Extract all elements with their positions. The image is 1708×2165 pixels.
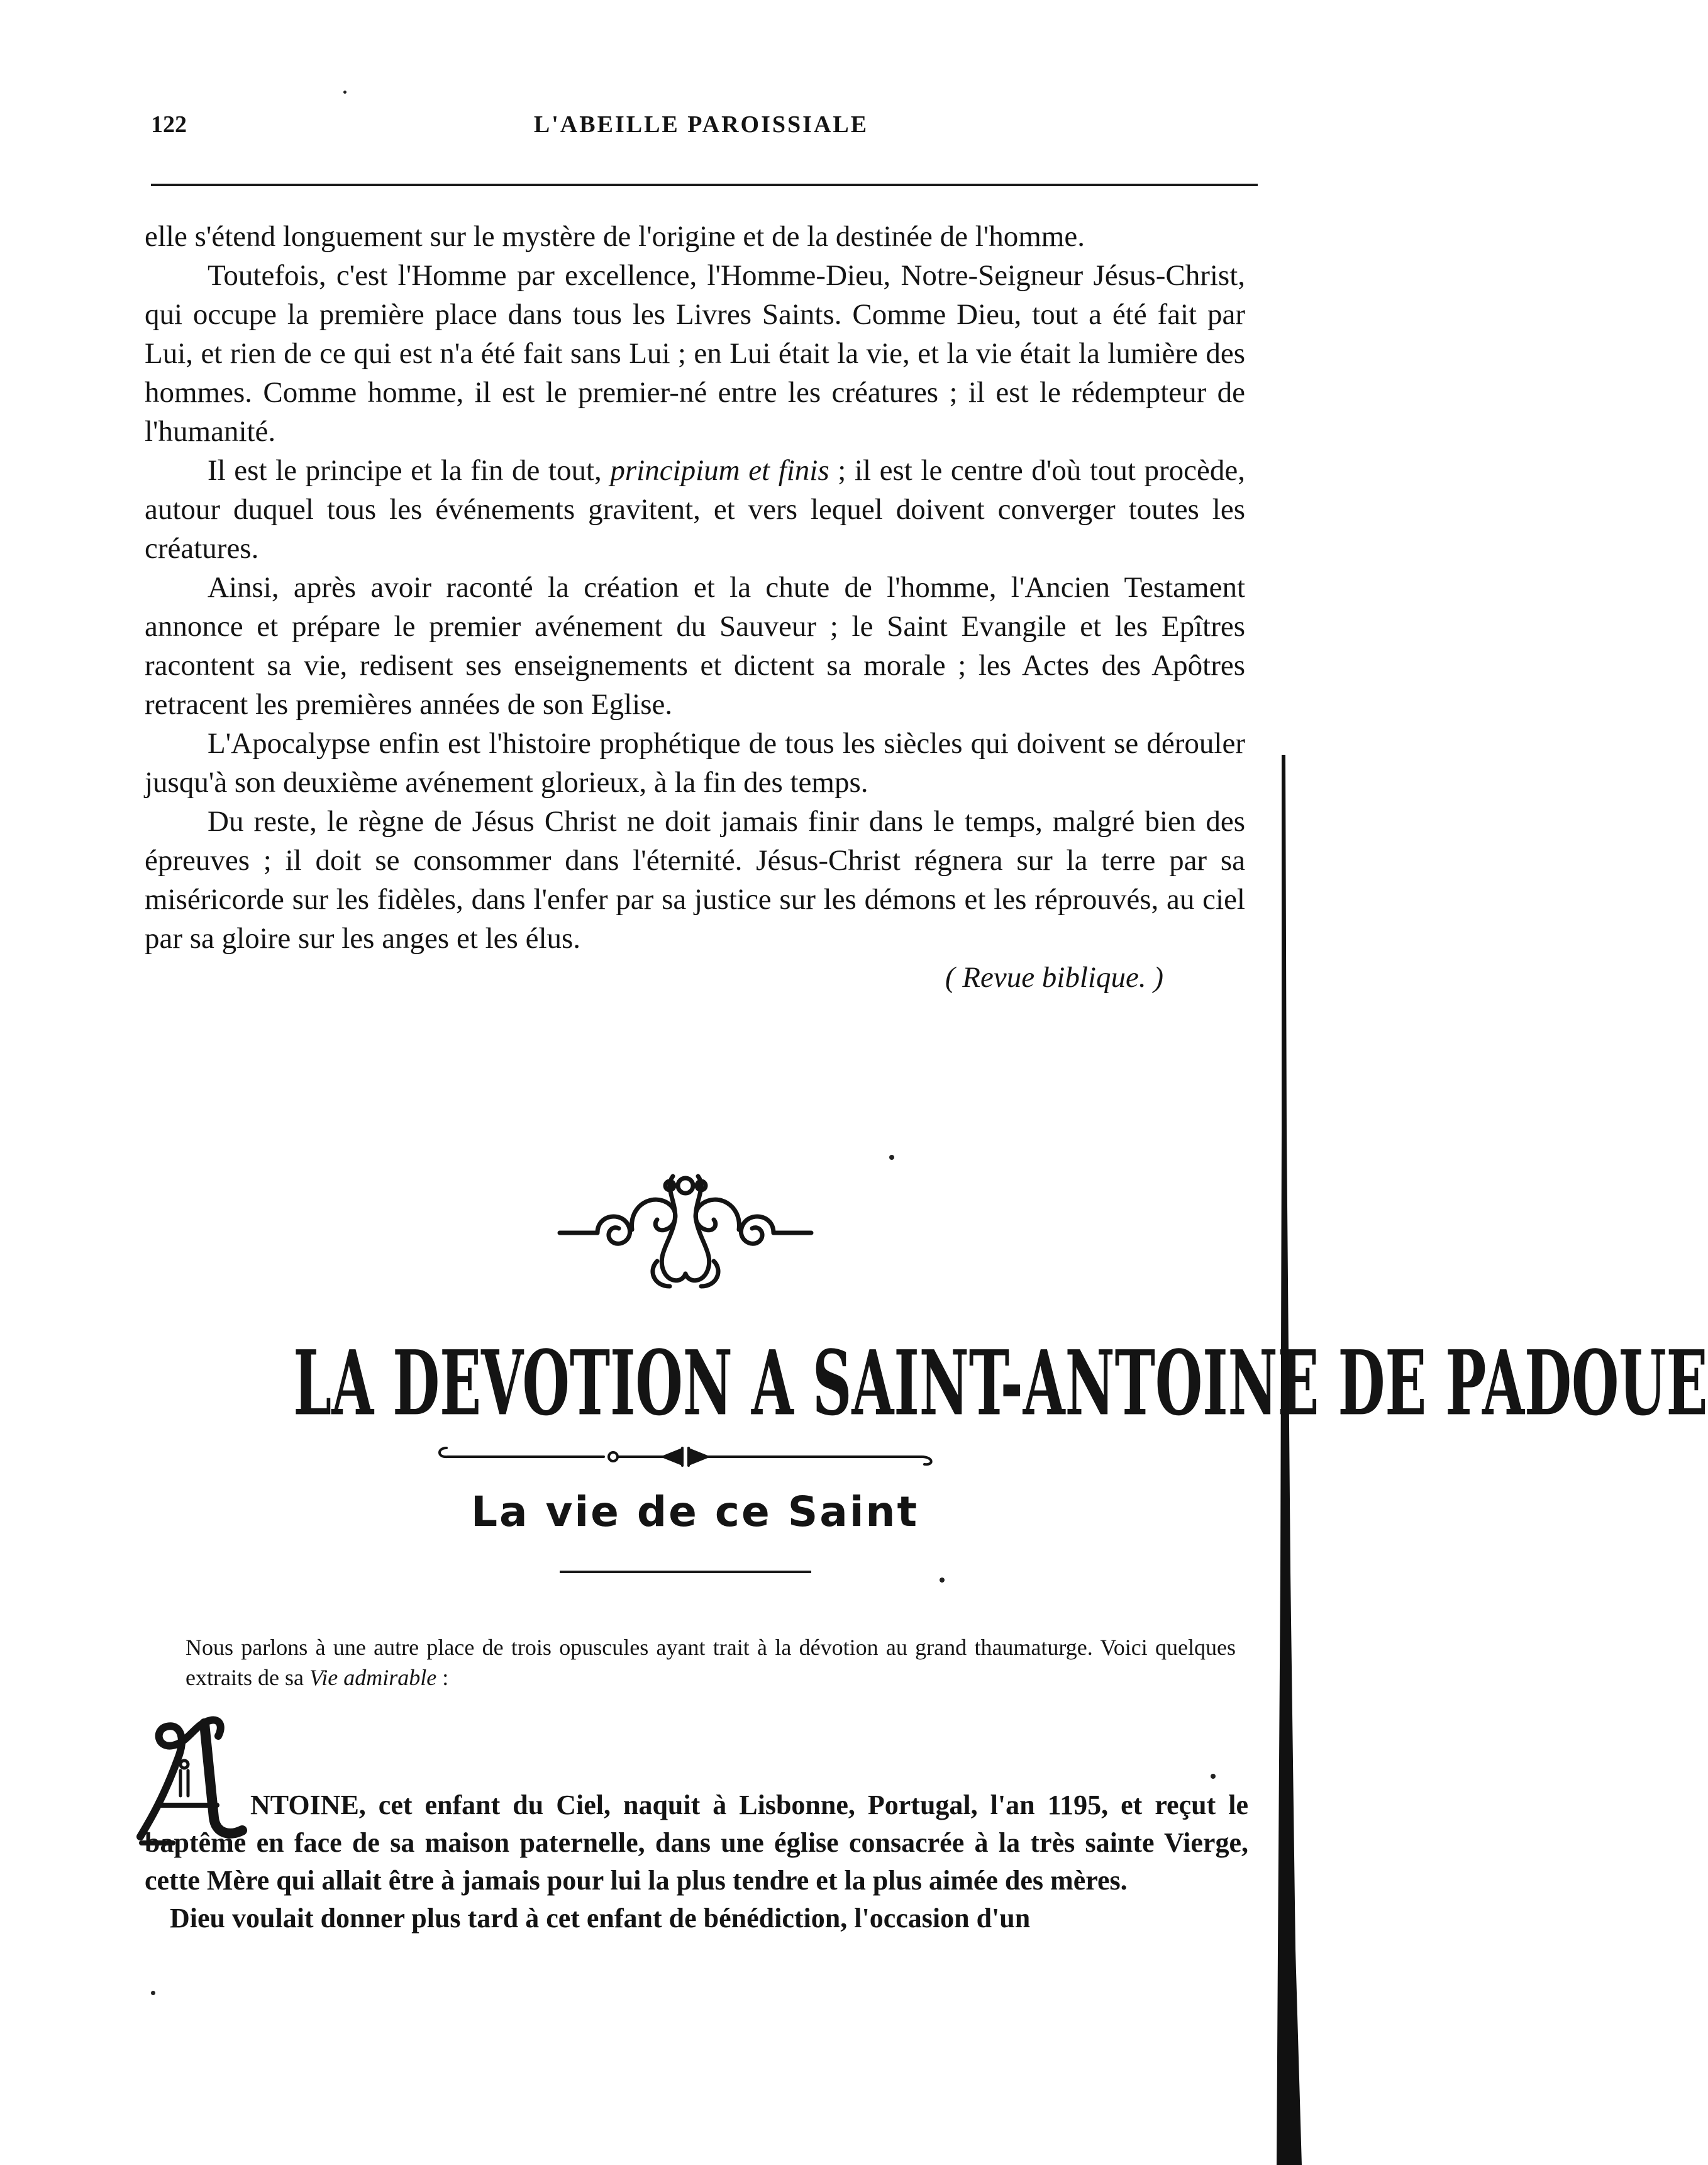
intro-paragraph [186, 1632, 1236, 1693]
speck [151, 1991, 155, 1995]
paragraph-text: cet enfant du Ciel, naquit à Lisbonne, Portugal, l'an 1195, et reçut le baptême en face de sa maison paternelle, dans une église consacrée à la très sainte Vierge, cette Mère qui allait être à jamais pour lui la plus tendre et la plus aimée des mères. [145, 1789, 1248, 1896]
article-text [145, 1786, 1248, 1937]
fleuron-ornament [553, 1167, 818, 1299]
article-title: LA DEVOTION A SAINT-ANTOINE DE PADOUE [293, 1331, 1708, 1436]
paragraph: Dieu voulait donner plus tard à cet enfant de bénédiction, l'occasion d'un [170, 1903, 1031, 1934]
paragraph: Du reste, le règne de Jésus Christ ne doit jamais finir dans le temps, malgré bien des épreuves ; il doit se consommer dans l'éternité. Jésus-Christ régnera sur la terre par sa miséricorde sur les fidèles, dans l'enfer par sa justice sur les démons et les réprouvés, au ciel par sa gloire sur les anges et les élus. [145, 805, 1245, 955]
intro-book-title: Vie admirable [309, 1665, 437, 1690]
paragraph: Ainsi, après avoir raconté la création et la chute de l'homme, l'Ancien Testament annonce et prépare le premier avénement du Sauveur ; le Saint Evangile et les Epîtres racontent sa vie, redisent ses enseignements et dictent sa morale ; les Actes des Apôtres retracent les premières années de son Eglise. [145, 571, 1245, 721]
paragraph-text: Il est le principe et la fin de tout, [208, 454, 611, 487]
swash-rule [434, 1440, 937, 1466]
page-header [151, 111, 1251, 148]
first-word: NTOINE, [250, 1789, 366, 1820]
page-number: 122 [151, 111, 187, 138]
intro-text-end: : [436, 1665, 449, 1690]
paragraph: Toutefois, c'est l'Homme par excellence, l'Homme-Dieu, Notre-Seigneur Jésus-Christ, qui occupe la première place dans tous les Livres Saints. Comme Dieu, tout a été fait par Lui, et rien de ce qui est n'a été fait sans Lui ; en Lui était la vie, et la vie était la lumière des hommes. Comme homme, il est le premier-né entre les créatures ; il est le rédempteur de l'humanité. [145, 259, 1245, 448]
speck [343, 91, 347, 94]
subtitle-rule [560, 1571, 811, 1573]
speck [1211, 1774, 1216, 1779]
latin-phrase: principium et finis [610, 454, 829, 487]
article-subtitle: La vie de ce Saint [470, 1488, 919, 1536]
header-rule [151, 184, 1258, 186]
paragraph [145, 451, 1245, 568]
body-text [145, 217, 1245, 997]
citation-line [145, 958, 1245, 997]
speck [889, 1155, 894, 1160]
binding-shadow [1277, 755, 1302, 2165]
paragraph: L'Apocalypse enfin est l'histoire prophétique de tous les siècles qui doivent se dérouler jusqu'à son deuxième avénement glorieux, à la fin des temps. [145, 727, 1245, 799]
paragraph-text: ; il est le centre d'où tout procède, autour duquel tous les événements gravitent, et vers lequel doivent converger toutes les créatures. [145, 454, 1245, 565]
running-title: L'ABEILLE PAROISSIALE [533, 111, 869, 138]
intro-note [186, 1632, 1236, 1693]
first-paragraph [145, 1786, 1248, 1900]
citation: ( Revue biblique. ) [945, 961, 1163, 994]
intro-text: Nous parlons à une autre place de trois opuscules ayant trait à la dévotion au grand thaumaturge. Voici quelques extraits de sa [186, 1635, 1236, 1690]
speck [940, 1578, 945, 1583]
paragraph: elle s'étend longuement sur le mystère de l'origine et de la destinée de l'homme. [145, 220, 1085, 253]
